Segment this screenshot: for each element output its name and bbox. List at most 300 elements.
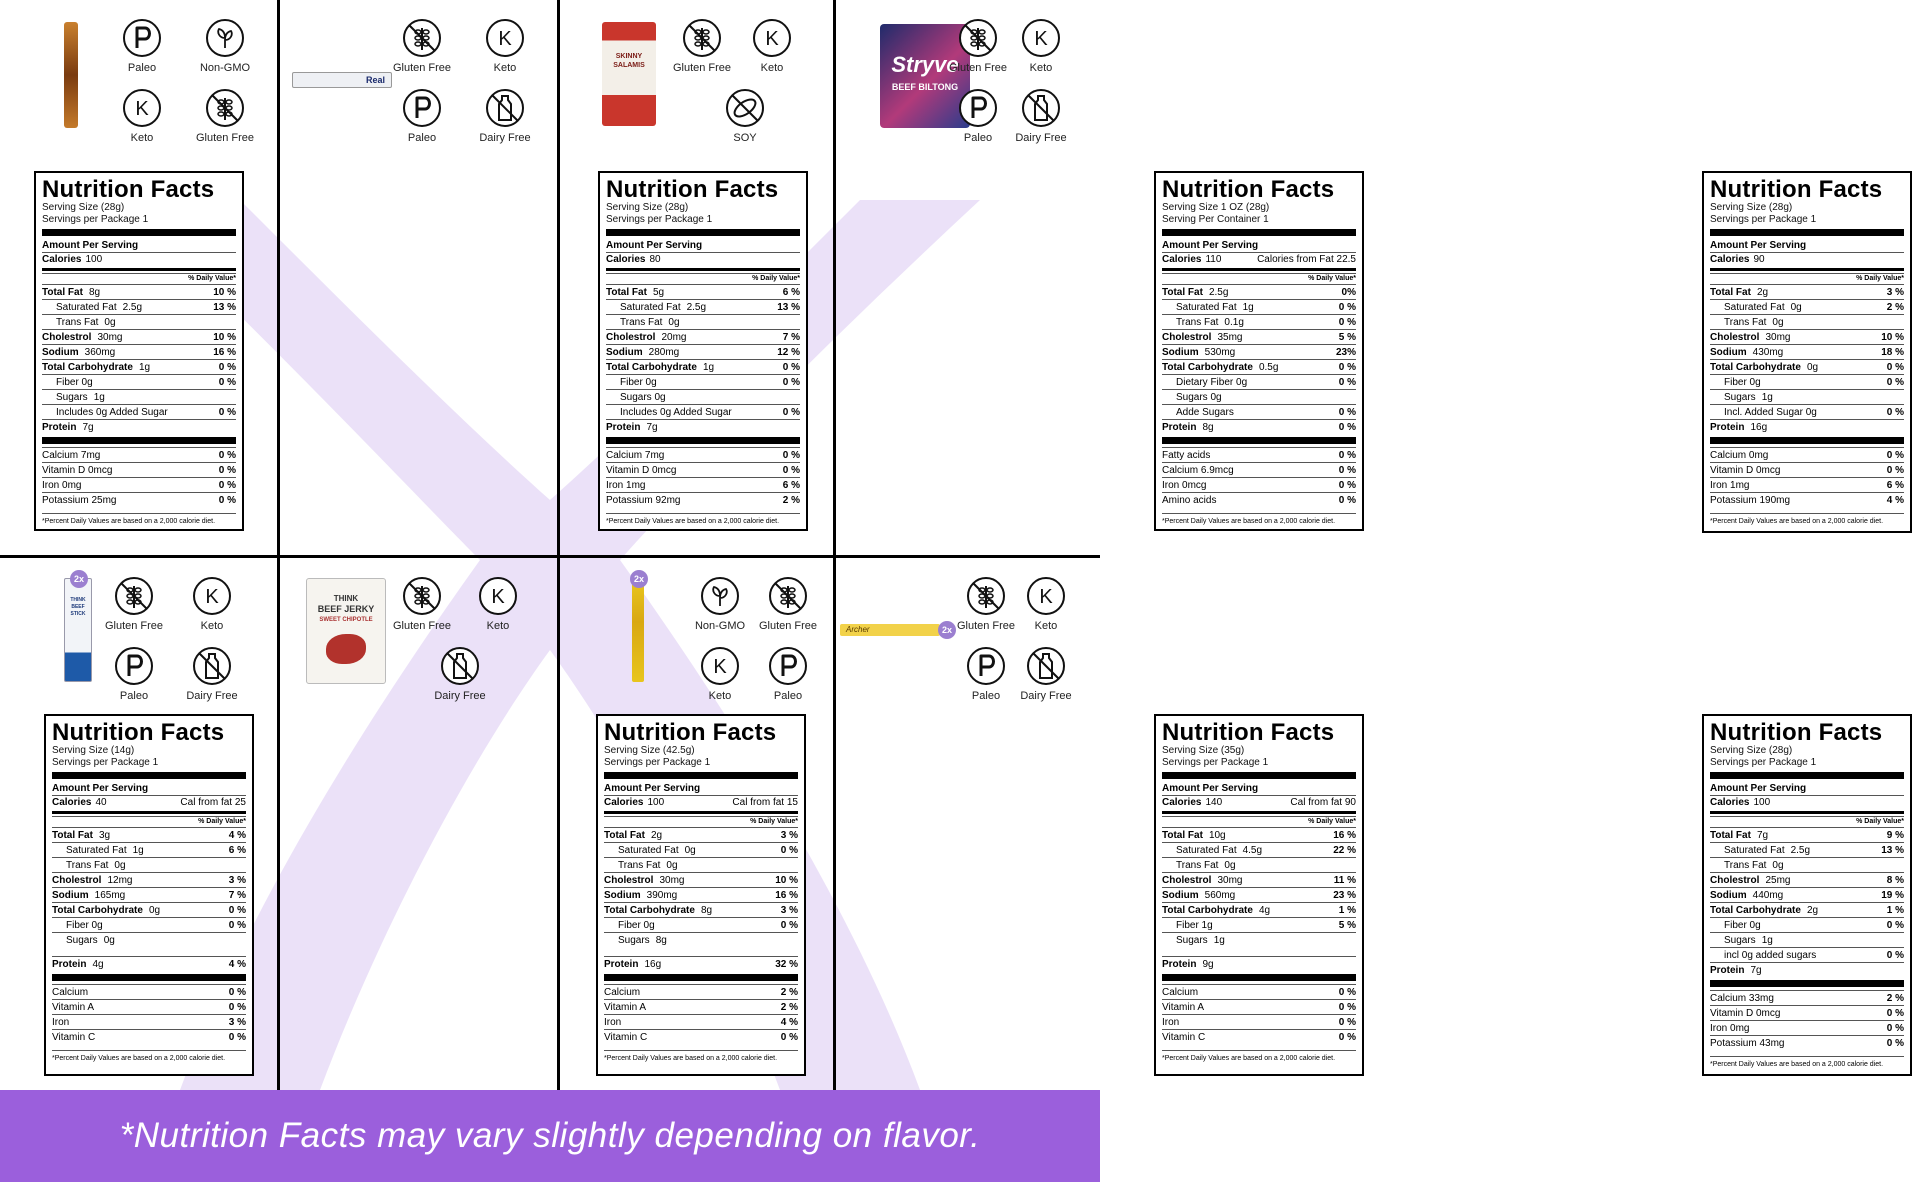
nutrient-name: [1710, 949, 1816, 962]
nutrient-daily-value: 0 %: [1886, 362, 1904, 373]
nutrient-name: [1162, 346, 1235, 359]
diet-badge-label: Keto: [1029, 62, 1053, 74]
nutrient-daily-value: 0 %: [1886, 1008, 1904, 1019]
nutrient-label: Total Carbohydrate: [604, 905, 695, 916]
footnote: *Percent Daily Values are based on a 2,000 calorie diet.: [604, 1050, 798, 1064]
nutrient-name: [1710, 346, 1783, 359]
nutrient-name: [42, 406, 168, 419]
servings-per-package: Servings per Package 1: [604, 757, 711, 768]
nutrient-amount: 4g: [1258, 905, 1271, 916]
nutrient-name: [1162, 904, 1270, 917]
nutrient-daily-value: 10 %: [1881, 332, 1904, 343]
footer-disclaimer: *Nutrition Facts may vary slightly depending on flavor.: [119, 1116, 981, 1155]
nutrient-label: Calcium 33mg: [1710, 993, 1774, 1004]
nutrient-row: [42, 492, 236, 507]
nutrient-amount: 2g: [650, 830, 663, 841]
calories-from-fat: Calories from Fat 22.5: [1257, 254, 1356, 265]
nutrient-amount: 165mg: [94, 890, 126, 901]
nutrient-name: [1162, 919, 1213, 932]
nutrient-row: [1162, 447, 1356, 462]
nutrient-daily-value: 2 %: [1886, 302, 1904, 313]
nutrient-name: [1162, 494, 1216, 507]
nutrient-name: [52, 829, 110, 842]
nutrient-amount: 30mg: [97, 332, 123, 343]
diet-badge-label: Paleo: [971, 690, 1001, 702]
nutrient-daily-value: 0 %: [218, 465, 236, 476]
footnote: *Percent Daily Values are based on a 2,000 calorie diet.: [606, 513, 800, 527]
nutrient-amount: 7g: [646, 422, 658, 433]
medium-rule: [1710, 268, 1904, 271]
svg-text:K: K: [498, 28, 512, 50]
nutrient-name: [52, 844, 144, 857]
nutrient-daily-value: 11 %: [1333, 875, 1356, 886]
servings-per-package: Servings per Package 1: [606, 214, 713, 225]
amount-per-serving: Amount Per Serving: [1162, 240, 1259, 251]
nutrient-name: [1710, 964, 1762, 977]
nutrient-label: Iron 1mg: [1710, 480, 1750, 491]
nutrient-daily-value: 0 %: [218, 377, 236, 388]
nutrient-name: [42, 301, 142, 314]
nutrition-facts-label: [1702, 171, 1912, 533]
footer-banner: [0, 1090, 1100, 1182]
nutrient-label: Incl. Added Sugar 0g: [1724, 407, 1817, 418]
diet-badge-label: Paleo: [773, 690, 803, 702]
dairy-free-icon: [485, 88, 525, 128]
soy-free-icon: [725, 88, 765, 128]
nutrient-amount: 0.5g: [1258, 362, 1279, 373]
nutrient-label: Iron 0mg: [42, 480, 82, 491]
diet-badge: [710, 88, 780, 144]
nutrient-daily-value: 2 %: [780, 1002, 798, 1013]
diet-badge: [107, 18, 177, 74]
nutrient-daily-value: 13 %: [1881, 845, 1904, 856]
nutrient-name: [1162, 844, 1262, 857]
calories-value: 110: [1205, 254, 1222, 265]
svg-text:K: K: [205, 586, 219, 608]
nutrient-name: [52, 1001, 94, 1014]
diet-badge-label: Keto: [760, 62, 784, 74]
nutrient-row: [1162, 299, 1356, 314]
nutrient-label: Iron: [52, 1017, 70, 1028]
paleo-icon: [958, 88, 998, 128]
nutrient-amount: 12mg: [107, 875, 133, 886]
nutrient-name: [52, 874, 132, 887]
gluten-free-icon: [205, 88, 245, 128]
nutrient-amount: 280mg: [648, 347, 680, 358]
nutrient-daily-value: 0%: [1341, 287, 1356, 298]
nutrient-name: [1710, 934, 1773, 947]
nutrient-row: [42, 419, 236, 434]
nutrient-row: [42, 389, 236, 404]
nutrient-amount: 8g: [88, 287, 101, 298]
nutrient-name: [1162, 286, 1228, 299]
diet-badge-label: Gluten Free: [956, 620, 1016, 632]
calories-label-text: Calories: [1162, 254, 1202, 265]
nutrient-label: Protein: [604, 959, 639, 970]
nutrient-daily-value: 0 %: [1886, 920, 1904, 931]
daily-value-header: % Daily Value*: [1162, 816, 1356, 827]
calories-row: [1710, 795, 1904, 809]
diet-badge: [99, 646, 169, 702]
nutrient-row: [1162, 932, 1356, 947]
nutrient-amount: 2g: [1756, 287, 1769, 298]
nutrient-label: Protein: [52, 959, 87, 970]
nutrient-daily-value: 2 %: [1886, 993, 1904, 1004]
diet-badge: [470, 88, 540, 144]
nutrient-label: Sugars: [56, 392, 88, 403]
nutrient-amount: 440mg: [1752, 890, 1784, 901]
nutrient-label: Sodium: [52, 890, 89, 901]
nutrient-label: Fiber 0g: [1724, 377, 1761, 388]
footnote: *Percent Daily Values are based on a 2,000 calorie diet.: [1162, 513, 1356, 527]
nutrient-row: [1162, 917, 1356, 932]
nutrient-daily-value: 6 %: [228, 845, 246, 856]
nutrient-daily-value: 0 %: [1338, 1002, 1356, 1013]
calories-value: 80: [649, 254, 661, 265]
diet-badge: [177, 576, 247, 632]
nutrient-row: [1710, 374, 1904, 389]
nutrient-amount: 0g: [684, 845, 696, 856]
nutrient-label: Trans Fat: [1724, 860, 1767, 871]
nutrient-daily-value: 10 %: [213, 332, 236, 343]
nutrition-facts-title: Nutrition Facts: [1710, 719, 1883, 746]
nutrient-label: Trans Fat: [66, 860, 109, 871]
nutrition-facts-label: [1154, 171, 1364, 531]
diet-badge: [1011, 646, 1081, 702]
nutrient-name: [1162, 934, 1225, 947]
nutrient-amount: 3g: [98, 830, 111, 841]
nutrient-row: [52, 902, 246, 917]
diet-badge: [99, 576, 169, 632]
nutrient-amount: 7g: [82, 422, 94, 433]
calories-row: [52, 795, 246, 809]
nutrient-amount: 0g: [668, 317, 680, 328]
nutrient-daily-value: 0 %: [782, 362, 800, 373]
nutrient-row: [1710, 962, 1904, 977]
nutrient-label: Vitamin A: [604, 1002, 647, 1013]
calories-from-fat: Cal from fat 15: [732, 797, 798, 808]
diet-badge-label: Non-GMO: [199, 62, 251, 74]
daily-value-header: % Daily Value*: [52, 816, 246, 827]
nutrient-amount: 16g: [644, 959, 662, 970]
diet-badge: [685, 576, 755, 632]
nutrient-name: [52, 958, 104, 971]
nutrient-label: Iron 0mcg: [1162, 480, 1207, 491]
nutrient-row: [42, 462, 236, 477]
nutrient-label: Total Fat: [606, 287, 647, 298]
nutrient-amount: 530mg: [1204, 347, 1236, 358]
nutrient-name: [1710, 316, 1784, 329]
amount-per-serving: Amount Per Serving: [1710, 240, 1807, 251]
nutrient-label: Calcium: [604, 987, 641, 998]
nutrient-daily-value: 1 %: [1338, 905, 1356, 916]
keto-icon: [752, 18, 792, 58]
non-gmo-icon: [205, 18, 245, 58]
nutrient-row: [1710, 1020, 1904, 1035]
daily-value-header: % Daily Value*: [1710, 273, 1904, 284]
product-label: Archer: [846, 625, 870, 634]
nutrient-label: Fiber 0g: [66, 920, 103, 931]
nutrient-amount: 30mg: [1217, 875, 1243, 886]
nutrient-name: [1162, 1001, 1204, 1014]
nutrient-daily-value: 7 %: [228, 890, 246, 901]
nutrient-daily-value: 0 %: [1886, 450, 1904, 461]
calories-label: [1162, 796, 1222, 809]
nutrient-label: Saturated Fat: [56, 302, 117, 313]
dairy-free-icon: [1021, 88, 1061, 128]
nutrient-amount: 0g: [148, 905, 161, 916]
nutrient-label: Saturated Fat: [1176, 845, 1237, 856]
nutrient-daily-value: 0 %: [228, 1032, 246, 1043]
nutrition-facts-label: [44, 714, 254, 1076]
product-label: THINK: [333, 594, 359, 603]
nutrient-name: [1710, 992, 1774, 1005]
diet-badge-label: Dairy Free: [479, 132, 531, 144]
nutrient-label: Sodium: [1162, 347, 1199, 358]
nutrient-row: [52, 887, 246, 902]
nutrient-amount: 4g: [92, 959, 104, 970]
nutrient-name: [1710, 361, 1818, 374]
nutrient-daily-value: 0 %: [780, 1032, 798, 1043]
nutrient-label: Iron: [1162, 1017, 1180, 1028]
nutrient-name: [1162, 479, 1206, 492]
nutrient-daily-value: 23 %: [1333, 890, 1356, 901]
nutrient-label: Total Fat: [604, 830, 645, 841]
nutrient-name: [1162, 889, 1235, 902]
diet-badge-label: Keto: [130, 132, 154, 144]
nutrient-daily-value: 0 %: [782, 407, 800, 418]
nutrient-row: [1162, 984, 1356, 999]
nutrient-name: [1162, 859, 1236, 872]
nutrient-amount: 0g: [1772, 860, 1784, 871]
nutrient-name: [52, 1031, 95, 1044]
nutrient-row: [1710, 284, 1904, 299]
amount-per-serving: Amount Per Serving: [606, 240, 703, 251]
nutrient-amount: 0g: [1772, 317, 1784, 328]
product-sublabel: BEEF STICK: [70, 604, 86, 617]
nutrient-label: Saturated Fat: [618, 845, 679, 856]
nutrient-row: [42, 329, 236, 344]
dairy-free-icon: [1026, 646, 1066, 686]
nutrient-row: [1162, 344, 1356, 359]
diet-badge: [1006, 18, 1076, 74]
nutrient-label: Calcium 7mg: [42, 450, 101, 461]
nutrient-name: [1710, 919, 1761, 932]
nutrient-label: Vitamin A: [1162, 1002, 1205, 1013]
nutrient-daily-value: 0 %: [1338, 465, 1356, 476]
keto-icon: [478, 576, 518, 616]
nutrient-daily-value: 0 %: [780, 920, 798, 931]
nutrient-row: [1162, 419, 1356, 434]
nutrient-row: [1162, 404, 1356, 419]
multiplier-badge: 2x: [938, 621, 956, 639]
nutrient-label: Total Fat: [1162, 830, 1203, 841]
nutrient-name: [42, 391, 105, 404]
svg-text:K: K: [713, 656, 727, 678]
grid-divider: [277, 0, 280, 1090]
amount-per-serving: Amount Per Serving: [1710, 783, 1807, 794]
diet-badge-label: Gluten Free: [758, 620, 818, 632]
nutrient-label: Calcium 6.9mcg: [1162, 465, 1234, 476]
calories-label-text: Calories: [1162, 797, 1202, 808]
nutrient-label: Saturated Fat: [1724, 302, 1785, 313]
amount-per-serving: Amount Per Serving: [604, 783, 701, 794]
nutrient-name: [1710, 376, 1761, 389]
nutrient-daily-value: 0 %: [1338, 362, 1356, 373]
nutrient-label: Sugars: [1724, 392, 1756, 403]
nutrient-daily-value: 0 %: [228, 920, 246, 931]
calories-label-text: Calories: [1710, 254, 1750, 265]
nutrient-label: Protein: [42, 422, 77, 433]
nutrient-daily-value: 0 %: [1338, 1017, 1356, 1028]
nutrient-label: Cholestrol: [42, 332, 92, 343]
nutrient-label: Sodium: [606, 347, 643, 358]
dairy-free-icon: [192, 646, 232, 686]
nutrient-row: [1710, 447, 1904, 462]
nutrient-label: Total Carbohydrate: [1710, 905, 1801, 916]
nutrient-name: [1162, 449, 1210, 462]
nutrient-label: Protein: [606, 422, 641, 433]
calories-label-text: Calories: [604, 797, 644, 808]
servings-per-package: Serving Per Container 1: [1162, 214, 1269, 225]
diet-badge: [943, 18, 1013, 74]
nutrient-daily-value: 0 %: [1886, 1038, 1904, 1049]
diet-badge-label: Paleo: [407, 132, 437, 144]
nutrient-amount: 2g: [1806, 905, 1819, 916]
nutrient-name: [1710, 1022, 1749, 1035]
nutrient-label: Trans Fat: [618, 860, 661, 871]
nutrient-row: [1710, 492, 1904, 507]
medium-rule: [52, 811, 246, 814]
diet-badge: [667, 18, 737, 74]
nutrition-facts-label: [1702, 714, 1912, 1076]
diet-badge-label: Paleo: [127, 62, 157, 74]
nutrient-label: Vitamin C: [52, 1032, 96, 1043]
nutrient-name: [42, 316, 116, 329]
serving-size: Serving Size 1 OZ (28g): [1162, 202, 1270, 213]
nutrient-amount: 430mg: [1752, 347, 1784, 358]
nutrient-name: [1710, 421, 1767, 434]
nutrient-daily-value: 3 %: [780, 905, 798, 916]
medium-rule: [42, 268, 236, 271]
keto-icon: [122, 88, 162, 128]
nutrient-amount: 0g: [666, 860, 678, 871]
nutrient-daily-value: 10 %: [775, 875, 798, 886]
nutrient-label: Total Carbohydrate: [1710, 362, 1801, 373]
serving-size: Serving Size (35g): [1162, 745, 1245, 756]
diet-badge-label: Gluten Free: [392, 620, 452, 632]
nutrient-label: Sodium: [1710, 347, 1747, 358]
thick-rule: [1162, 974, 1356, 981]
diet-badge-label: Keto: [486, 620, 510, 632]
nutrient-row: [1710, 477, 1904, 492]
nutrient-label: Sodium: [604, 890, 641, 901]
thick-rule: [1710, 980, 1904, 987]
amount-per-serving: Amount Per Serving: [42, 240, 139, 251]
calories-row: [1162, 795, 1356, 809]
nutrient-daily-value: 9 %: [1886, 830, 1904, 841]
calories-label-text: Calories: [1710, 797, 1750, 808]
paleo-icon: [114, 646, 154, 686]
nutrient-row: [1162, 956, 1356, 971]
diet-badge-label: Keto: [493, 62, 517, 74]
nutrient-label: Cholestrol: [1710, 875, 1760, 886]
nutrient-daily-value: 12 %: [777, 347, 800, 358]
nutrient-name: [1710, 331, 1790, 344]
diet-badge: [387, 88, 457, 144]
nutrient-row: [52, 857, 246, 872]
keto-icon: [485, 18, 525, 58]
nutrient-daily-value: 0 %: [218, 362, 236, 373]
nutrient-row: [1710, 314, 1904, 329]
nutrient-amount: 5g: [652, 287, 665, 298]
nutrient-label: Total Carbohydrate: [1162, 905, 1253, 916]
nutrient-daily-value: 0 %: [1338, 1032, 1356, 1043]
servings-per-package: Servings per Package 1: [1710, 214, 1817, 225]
nutrition-facts-title: Nutrition Facts: [606, 176, 779, 203]
nutrient-daily-value: 3 %: [228, 1017, 246, 1028]
nutrient-row: [42, 447, 236, 462]
product-sublabel: SWEET CHIPOTLE: [319, 617, 373, 623]
nutrient-daily-value: 0 %: [780, 845, 798, 856]
nutrient-label: incl 0g added sugars: [1724, 950, 1817, 961]
nutrient-label: Protein: [1710, 965, 1745, 976]
nutrition-facts-title: Nutrition Facts: [604, 719, 777, 746]
calories-value: 100: [647, 797, 665, 808]
nutrient-daily-value: 0 %: [1338, 450, 1356, 461]
nutrient-name: [1162, 1031, 1205, 1044]
nutrient-label: Total Carbohydrate: [52, 905, 143, 916]
diet-badge: [753, 576, 823, 632]
nutrient-row: [1162, 477, 1356, 492]
nutrient-row: [52, 827, 246, 842]
nutrient-name: [1162, 986, 1198, 999]
diet-badge-label: Dairy Free: [186, 690, 238, 702]
nutrient-name: [1162, 376, 1247, 389]
nutrient-name: [1710, 874, 1790, 887]
nutrient-amount: 7g: [1750, 965, 1762, 976]
diet-badge-label: Paleo: [963, 132, 993, 144]
nutrient-name: [52, 1016, 69, 1029]
nutrient-amount: 0g: [104, 317, 116, 328]
grid-divider: [833, 0, 836, 1090]
nutrient-label: Dietary Fiber 0g: [1176, 377, 1248, 388]
nutrient-amount: 0g: [1224, 860, 1236, 871]
thick-rule: [42, 437, 236, 444]
skinny-salamis-product: [602, 22, 656, 126]
nutrient-daily-value: 3 %: [780, 830, 798, 841]
calories-label: [1710, 796, 1770, 809]
nutrient-row: [1710, 1035, 1904, 1050]
nutrient-name: [1162, 316, 1244, 329]
nutrient-label: Iron 0mg: [1710, 1023, 1750, 1034]
nutrient-daily-value: 5 %: [1338, 332, 1356, 343]
nutrient-daily-value: 4 %: [780, 1017, 798, 1028]
nutrient-row: [1162, 462, 1356, 477]
product-label: Stryve: [891, 52, 959, 77]
nutrient-daily-value: 0 %: [1338, 407, 1356, 418]
non-gmo-icon: [700, 576, 740, 616]
nutrient-label: Cholestrol: [52, 875, 102, 886]
calories-label-text: Calories: [52, 797, 92, 808]
nutrient-amount: 8g: [700, 905, 713, 916]
diet-badge-label: Keto: [708, 690, 732, 702]
nutrient-row: [1710, 827, 1904, 842]
nutrient-daily-value: 32 %: [775, 959, 798, 970]
nutrition-facts-label: [34, 171, 244, 531]
nutrient-daily-value: 0 %: [1886, 465, 1904, 476]
calories-row: [1710, 252, 1904, 266]
